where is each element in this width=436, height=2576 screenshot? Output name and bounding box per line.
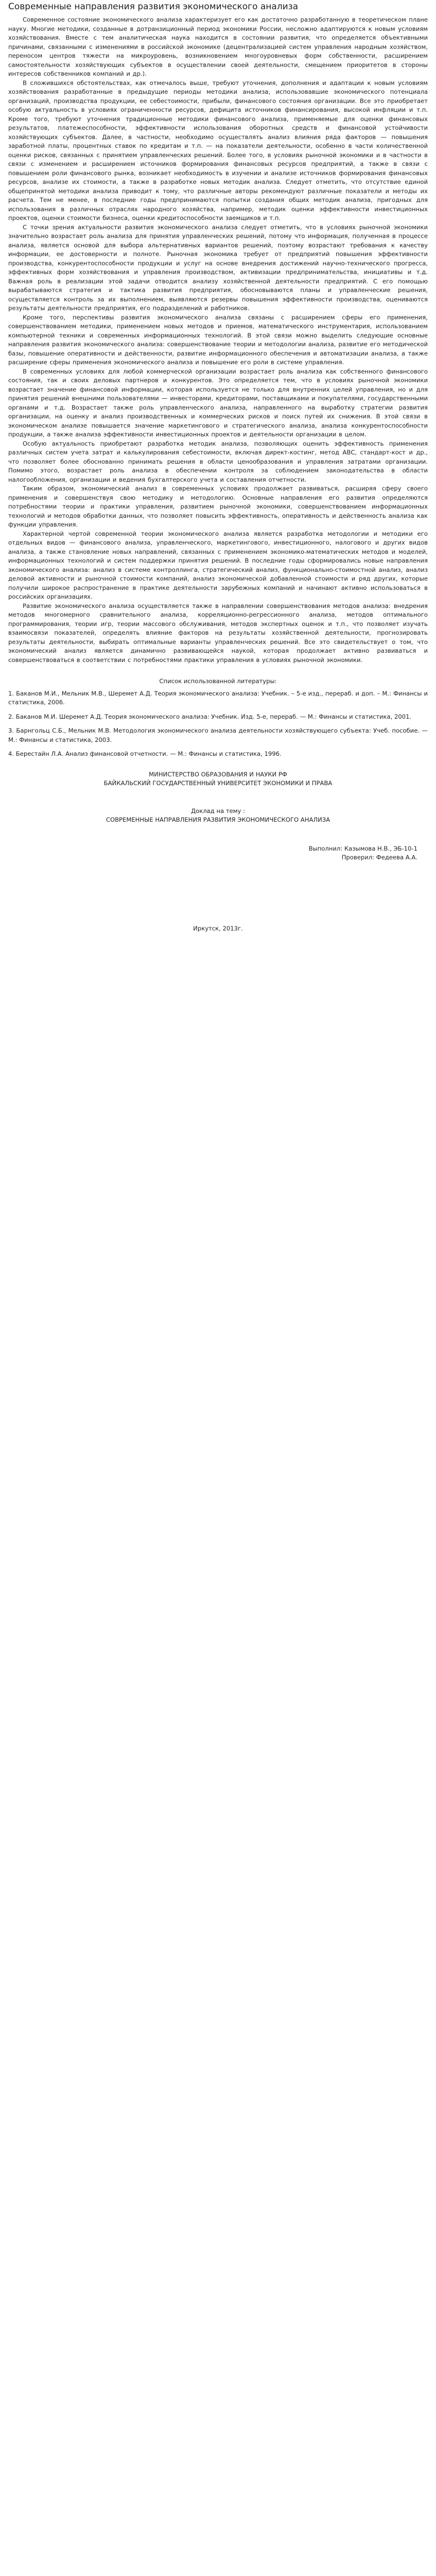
city-year: Иркутск, 2013г.	[193, 924, 243, 932]
body-text	[8, 15, 428, 665]
university-name: БАЙКАЛЬСКИЙ ГОСУДАРСТВЕННЫЙ УНИВЕРСИТЕТ ЭКОНОМИКИ И ПРАВА	[103, 779, 333, 787]
references-heading: Список использованной литературы:	[159, 677, 277, 685]
paragraph: Особую актуальность приобретают разработка методик анализа, позволяющих оценить эффективность применения различных систем учета затрат и калькулирования себестоимости, включая директ-костинг, метод АВС, стандарт-кост и др., что позволяет более обоснованно принимать решения в области ценообразования и управления затратами организации. Помимо этого, возрастает роль анализа в обеспечении контроля за соблюдением законодательства в области налогообложения, организации и ведения бухгалтерского учета и составления отчетности.	[8, 439, 428, 483]
ministry-name: МИНИСТЕРСТВО ОБРАЗОВАНИЯ И НАУКИ РФ	[149, 770, 287, 778]
reference-item: 2. Баканов М.И. Шеремет А.Д. Теория экономического анализа: Учебник. Изд. 5-е, перераб. — М.: Финансы и статистика, 2001.	[8, 713, 412, 720]
paragraph: В современных условиях для любой коммерческой организации возрастает роль анализа как собственного финансового состояния, так и своих деловых партнеров и конкурентов. Это определяется тем, что в условиях рыночной экономики возрастает значение финансовой информации, которая используется не только для внутренних целей управления, но и для принятия решений внешними пользователями — инвесторами, кредиторами, поставщиками и покупателями, государственными органами и т.д. Возрастает также роль управленческого анализа, направленного на выработку стратегии развития организации, на оценку и анализ производственных и коммерческих рисков и поиск путей их снижения. В этой связи в экономическом анализе повышается значение маркетингового и стратегического анализа, анализа конкурентоспособности продукции, а также анализа эффективности инвестиционных проектов и деятельности организации в целом.	[8, 367, 428, 438]
title-page	[8, 770, 428, 948]
paragraph: Характерной чертой современной теории экономического анализа является разработка методологии и методики его отдельных видов — финансового анализа, управленческого, маркетингового, инвестиционного, налогового и других видов анализа, а также становление новых направлений, связанных с применением экономико-математических методов и моделей, информационных технологий и систем поддержки принятия решений. В последние годы сформировались новые направления экономического анализа: анализ в системе контроллинга, стратегический анализ, функционально-стоимостной анализ, анализ деловой активности и рыночной стоимости компаний, анализ экономической добавленной стоимости и ряд других, которые получили широкое распространение в практике деятельности зарубежных компаний и начинают активно использоваться в российских организациях.	[8, 530, 428, 600]
report-topic: СОВРЕМЕННЫЕ НАПРАВЛЕНИЯ РАЗВИТИЯ ЭКОНОМИЧЕСКОГО АНАЛИЗА	[106, 816, 330, 823]
document-title: Современные направления развития экономического анализа	[8, 2, 299, 12]
paragraph: Таким образом, экономический анализ в современных условиях продолжает развиваться, расширяя сферу своего применения и совершенствуя свою методику и методологию. Основные направления его развития определяются потребностями теории и практики управления, развитием рыночной экономики, совершенствованием информационных технологий и методов обработки данных, что позволяет повысить эффективность, оперативность и действенность анализа как функции управления.	[8, 485, 428, 528]
paragraph: Современное состояние экономического анализа характеризует его как достаточно разработанную в теоретическом плане науку. Многие методики, созданные в дотранзиционный период экономики России, несложно адаптируются к новым условиям хозяйствования. Вместе с тем аналитическая наука находится в состоянии развития, что определяется объективными причинами, связанными с изменениями в российской экономике (децентрализацией систем управления народным хозяйством, переносом центров тяжести на микроуровень, возникновением многоуровневых форм собственности, расширением самостоятельности хозяйствующих субъектов в осуществлении своей деятельности, смещением приоритетов в стороны интересов собственников компаний и др.).	[8, 16, 428, 77]
paragraph: С точки зрения актуальности развития экономического анализа следует отметить, что в условиях рыночной экономики значительно возрастает роль анализа для принятия управленческих решений, потому что информация, полученная в процессе анализа, является основой для выбора альтернативных вариантов решений, поэтому возрастают требования к качеству информации, ее достоверности и полноте. Рыночная экономика требует от предприятий повышения эффективности производства, конкурентоспособности продукции и услуг на основе внедрения достижений научно-технического прогресса, эффективных форм хозяйствования и управления производством, активизации предпринимательства, инициативы и т.д. Важная роль в реализации этой задачи отводится анализу хозяйственной деятельности предприятий. С его помощью вырабатываются стратегия и тактика развития предприятия, обосновываются планы и управленческие решения, осуществляется контроль за их выполнением, выявляются резервы повышения эффективности производства, оцениваются результаты деятельности предприятия, его подразделений и работников.	[8, 223, 428, 312]
author-line: Выполнил: Казымова Н.В., ЭБ-10-1	[308, 844, 417, 852]
doc-type-label: Доклад на тему :	[191, 807, 245, 815]
document	[0, 0, 436, 947]
paragraph: Кроме того, перспективы развития экономического анализа связаны с расширением сферы его применения, совершенствованием методики, применением новых методов и приемов, математического инструментария, использованием компьютерной техники и современных информационных технологий. В этой связи можно выделить следующие основные направления развития экономического анализа: совершенствование теории и методологии анализа, развитие его методической базы, повышение оперативности и действенности, развитие информационного обеспечения и автоматизации анализа, а также расширение сферы применения экономического анализа и повышение его роли в системе управления.	[8, 313, 428, 366]
reference-item: 1. Баканов М.И., Мельник М.В., Шеремет А.Д. Теория экономического анализа: Учебник. – 5-е изд., перераб. и доп. – М.: Финансы и статистика, 2006.	[8, 689, 428, 706]
paragraph: Развитие экономического анализа осуществляется также в направлении совершенствования методов анализа: внедрения методов многомерного сравнительного анализа, корреляционно-регрессионного анализа, методов оптимального программирования, теории игр, теории массового обслуживания, методов экспертных оценок и т.п., что позволяет изучать взаимосвязи показателей, определять влияние факторов на результаты хозяйственной деятельности, прогнозировать результаты деятельности, выбирать оптимальные варианты управленческих решений. Все это свидетельствует о том, что экономический анализ является динамично развивающейся наукой, которая продолжает активно развиваться и совершенствоваться в соответствии с потребностями практики управления в условиях рыночной экономики.	[8, 602, 428, 664]
references-list	[8, 689, 428, 759]
reference-item: 4. Берестайн Л.А. Анализ финансовой отчетности. — М.: Финансы и статистика, 1996.	[8, 750, 282, 757]
reference-item: 3. Барнгольц С.Б., Мельник М.В. Методология экономического анализа деятельности хозяйствующего субъекта: Учеб. пособие. — М.: Финансы и статистика, 2003.	[8, 727, 428, 743]
checker-line: Проверил: Федеева А.А.	[341, 854, 417, 861]
paragraph: В сложившихся обстоятельствах, как отмечалось выше, требуют уточнения, дополнения и адаптации к новым условиям хозяйствования разработанные в предыдущие периоды методики анализа, использовавшие экономического потенциала организаций, производства продукции, ее себестоимости, прибыли, финансового состояния организации. Все это приобретает особую актуальность в условиях ограниченности ресурсов, дефицита источников финансирования, высокой инфляции и т.п. Кроме того, требуют уточнения традиционные методики финансового анализа, применяемые для оценки финансовых результатов, платежеспособности, эффективности использования оборотных средств и финансовой устойчивости хозяйствующих субъектов. Далее, в частности, необходимо осуществлять анализ влияния ряда факторов — повышения заработной платы, процентных ставок по кредитам и т.п. — на показатели деятельности, особенно в части количественной оценки рисков, связанных с принятием управленческих решений. Более того, в условиях рыночной экономики и в частности в связи с изменением и расширением источников формирования финансовых ресурсов предприятий, а также в связи с повышением роли финансового рынка, возникает необходимость в изучении и анализе источников формирования финансовых ресурсов, анализе их стоимости, а также в разработке новых методик анализа. Следует отметить, что отсутствие единой общепринятой методики анализа приводит к тому, что различные авторы рекомендуют различные показатели и методы их расчета. Тем не менее, в последние годы предпринимаются попытки создания общих методик анализа, пригодных для использования в различных отраслях народного хозяйства, например, методик оценки эффективности инвестиционных проектов, оценки стоимости бизнеса, оценки кредитоспособности заемщиков и т.п.	[8, 79, 428, 222]
